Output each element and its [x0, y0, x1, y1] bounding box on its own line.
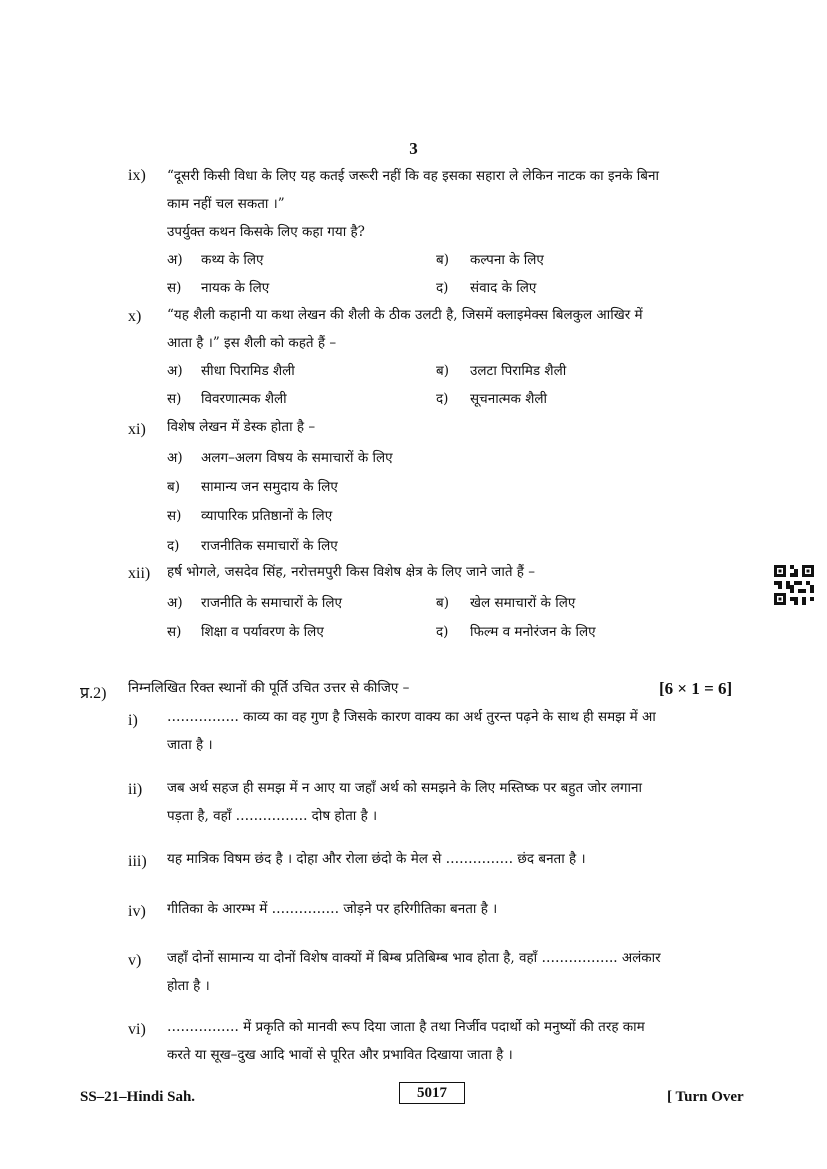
- turn-over-note: [ Turn Over: [667, 1089, 744, 1105]
- fill-blank-question: [167, 895, 497, 923]
- option: [167, 593, 342, 611]
- question-line: ……………. में प्रकृति को मानवी रूप दिया जाता है तथा निर्जीव पदार्थो को मनुष्यों की तरह काम: [167, 1019, 645, 1035]
- question-line: पड़ता है, वहाँ ……………. दोष होता है ।: [167, 808, 378, 824]
- option-text: शिक्षा व पर्यावरण के लिए: [201, 624, 324, 640]
- option: [167, 448, 393, 466]
- question-number: ii): [128, 781, 143, 798]
- option-text: उलटा पिरामिड शैली: [470, 363, 567, 379]
- option: [436, 250, 544, 268]
- option: [436, 593, 575, 611]
- option-label: द): [167, 538, 180, 554]
- option-text: खेल समाचारों के लिए: [470, 595, 576, 611]
- section-instruction: निम्नलिखित रिक्त स्थानों की पूर्ति उचित उत्तर से कीजिए –: [128, 680, 410, 696]
- question-line: “दूसरी किसी विधा के लिए यह कतई जरूरी नहीं कि वह इसका सहारा ले लेकिन नाटक का इनके बिना: [167, 168, 659, 184]
- question-number: ix): [128, 167, 146, 184]
- marks-allotment: [6 × 1 = 6]: [659, 679, 733, 698]
- option-label: स): [167, 624, 182, 640]
- option: [167, 477, 338, 495]
- fill-blank-question: [167, 944, 661, 1000]
- option-label: ब): [436, 252, 449, 268]
- option-label: ब): [436, 363, 449, 379]
- qr-code-icon: [774, 565, 814, 605]
- question-line: जाता है ।: [167, 737, 213, 753]
- option: [436, 361, 566, 379]
- option-label: द): [436, 624, 449, 640]
- option: [436, 278, 536, 296]
- question-number: i): [128, 712, 138, 729]
- option-label: ब): [436, 595, 449, 611]
- option-label: स): [167, 391, 182, 407]
- question-line: जहाँ दोनों सामान्य या दोनों विशेष वाक्यों में बिम्ब प्रतिबिम्ब भाव होता है, वहाँ …………….. अलंकार: [167, 950, 661, 966]
- question-line: करते या सूख–दुख आदि भावों से पूरित और प्रभावित दिखाया जाता है ।: [167, 1047, 513, 1063]
- option: [436, 389, 547, 407]
- fill-blank-question: [167, 1013, 645, 1069]
- option: [167, 361, 295, 379]
- question-line: गीतिका के आरम्भ में …………… जोड़ने पर हरिगीतिका बनता है ।: [167, 901, 498, 917]
- question-line: होता है ।: [167, 978, 210, 994]
- option: [167, 278, 269, 296]
- question-line: हर्ष भोगले, जसदेव सिंह, नरोत्तमपुरी किस विशेष क्षेत्र के लिए जाने जाते हैं –: [167, 564, 536, 580]
- question-line: जब अर्थ सहज ही समझ में न आए या जहाँ अर्थ को समझने के लिए मस्तिष्क पर बहुत जोर लगाना: [167, 780, 643, 796]
- option-text: संवाद के लिए: [470, 280, 537, 296]
- option: [436, 622, 596, 640]
- question-number: iv): [128, 903, 146, 920]
- question-text: [167, 301, 643, 357]
- option-text: सूचनात्मक शैली: [470, 391, 548, 407]
- paper-code: SS–21–Hindi Sah.: [80, 1089, 196, 1105]
- question-number: x): [128, 308, 142, 325]
- option: [167, 622, 324, 640]
- option-label: द): [436, 391, 449, 407]
- question-line: आता है ।” इस शैली को कहते हैं –: [167, 335, 337, 351]
- option-text: सामान्य जन समुदाय के लिए: [201, 479, 338, 495]
- fill-blank-question: [167, 774, 642, 830]
- option-label: अ): [167, 450, 183, 466]
- question-line: “यह शैली कहानी या कथा लेखन की शैली के ठीक उलटी है, जिसमें क्लाइमेक्स बिलकुल आखिर में: [167, 307, 643, 323]
- question-text: [167, 162, 659, 246]
- option-label: अ): [167, 252, 183, 268]
- option-text: कल्पना के लिए: [470, 252, 544, 268]
- option-text: कथ्य के लिए: [201, 252, 264, 268]
- question-number: vi): [128, 1021, 146, 1038]
- option-text: विवरणात्मक शैली: [201, 391, 287, 407]
- option-text: व्यापारिक प्रतिष्ठानों के लिए: [201, 508, 333, 524]
- option: [167, 536, 338, 554]
- option: [167, 250, 263, 268]
- fill-blank-question: [167, 845, 586, 873]
- page-number: 3: [409, 139, 418, 158]
- question-text: [167, 558, 535, 586]
- option: [167, 389, 287, 407]
- option: [167, 506, 332, 524]
- option-label: स): [167, 280, 182, 296]
- question-line: काम नहीं चल सकता ।”: [167, 196, 285, 212]
- question-line: उपर्युक्त कथन किसके लिए कहा गया है?: [167, 224, 365, 240]
- option-label: अ): [167, 363, 183, 379]
- question-number: xi): [128, 421, 146, 438]
- question-line: विशेष लेखन में डेस्क होता है –: [167, 419, 316, 435]
- question-number: iii): [128, 853, 147, 870]
- question-text: [167, 413, 315, 441]
- option-text: सीधा पिरामिड शैली: [201, 363, 295, 379]
- option-text: नायक के लिए: [201, 280, 270, 296]
- fill-blank-question: [167, 703, 656, 759]
- option-label: द): [436, 280, 449, 296]
- question-line: ……………. काव्य का वह गुण है जिसके कारण वाक्य का अर्थ तुरन्त पढ़ने के साथ ही समझ में आ: [167, 709, 656, 725]
- section-number: प्र.2): [80, 685, 107, 702]
- option-label: ब): [167, 479, 180, 495]
- option-text: फिल्म व मनोरंजन के लिए: [470, 624, 596, 640]
- option-text: अलग–अलग विषय के समाचारों के लिए: [201, 450, 393, 466]
- option-label: स): [167, 508, 182, 524]
- booklet-code: 5017: [399, 1082, 465, 1104]
- option-label: अ): [167, 595, 183, 611]
- question-number: v): [128, 952, 142, 969]
- option-text: राजनीतिक समाचारों के लिए: [201, 538, 338, 554]
- option-text: राजनीति के समाचारों के लिए: [201, 595, 343, 611]
- question-line: यह मात्रिक विषम छंद है । दोहा और रोला छंदो के मेल से …………… छंद बनता है ।: [167, 851, 586, 867]
- question-number: xii): [128, 565, 151, 582]
